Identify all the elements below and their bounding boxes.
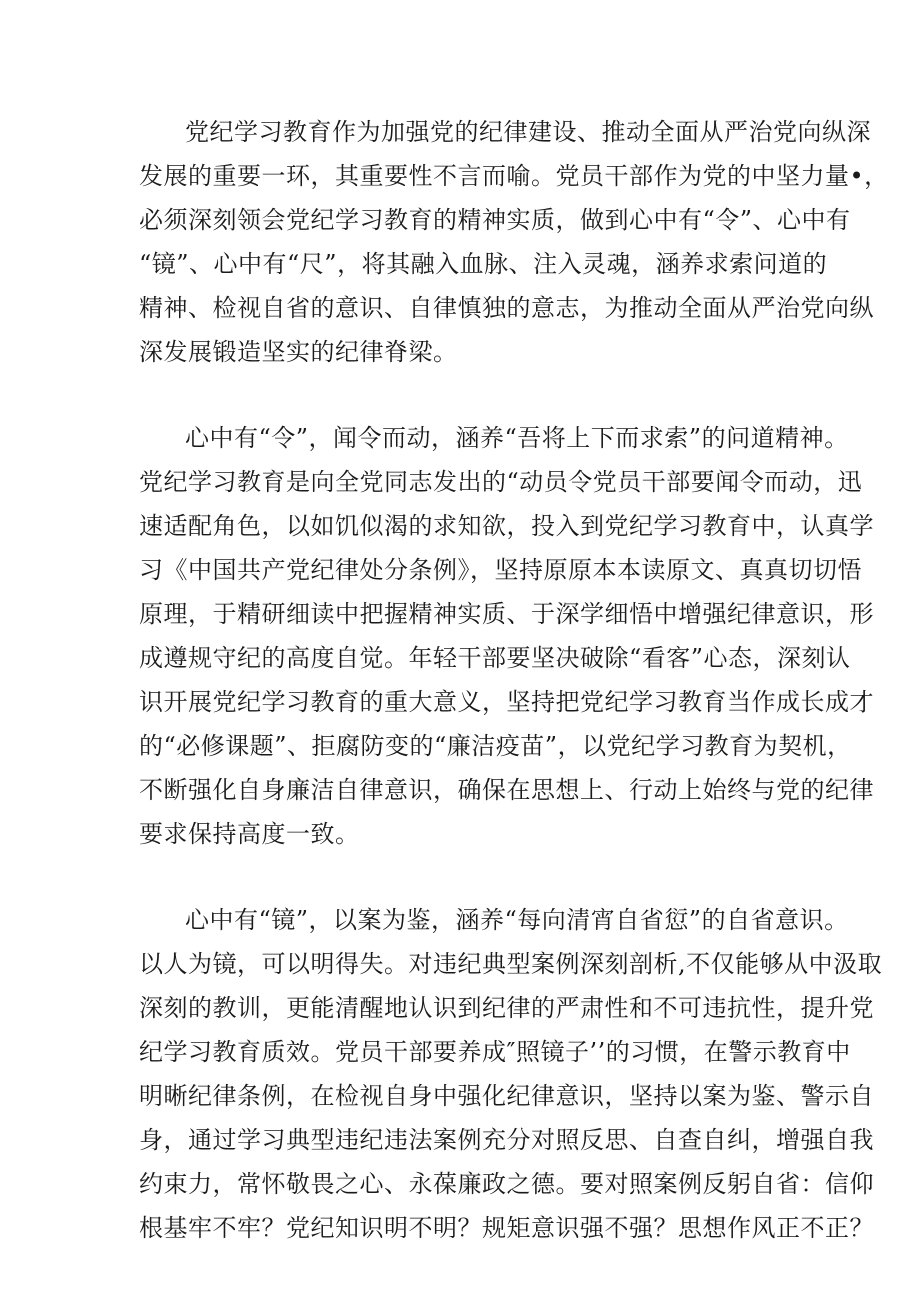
text-line: 纪学习教育质效。党员干部要养成″照镜子’’的习惯，在警示教育中 [139,1038,851,1066]
text-line: 识开展党纪学习教育的重大意义，坚持把党纪学习教育当作成长成才 [139,688,874,716]
text-line: 发展的重要一环，其重要性不言而喻。党员干部作为党的中坚力量•， [139,162,889,190]
text-line: 深发展锻造坚实的纪律脊梁。 [139,338,458,366]
text-line: 心中有“镜”，以案为鉴，涵养“每向清宵自省愆”的自省意识。 [185,906,849,934]
text-line: 原理，于精研细读中把握精神实质、于深学细悟中增强纪律意识，形 [139,600,874,628]
text-line: 习《中国共产党纪律处分条例》，坚持原原本本读原文、真真切切悟 [139,556,862,584]
text-line: 身，通过学习典型违纪违法案例充分对照反思、自查自纠，增强自我 [139,1126,874,1154]
text-line: 心中有“令”，闻令而动，涵养“吾将上下而求索”的问道精神。 [185,424,849,452]
text-line: 必须深刻领会党纪学习教育的精神实质，做到心中有“令”、心中有 [139,206,851,234]
text-line: 以人为镜，可以明得失。对违纪典型案例深刻剖析,不仅能够从中汲取 [139,950,883,978]
text-line: 不断强化自身廉洁自律意识，确保在思想上、行动上始终与党的纪律 [139,776,874,804]
text-line: 党纪学习教育是向全党同志发出的“动员令党员干部要闻令而动，迅 [139,468,863,496]
text-line: 成遵规守纪的高度自觉。年轻干部要坚决破除“看客”心态，深刻认 [139,644,851,672]
text-line: 精神、检视自省的意识、自律慎独的意志，为推动全面从严治党向纵 [139,294,874,322]
text-line: 根基牢不牢？党纪知识明不明？规矩意识强不强？思想作风正不正？ [139,1214,874,1242]
text-line: 明晰纪律条例，在检视自身中强化纪律意识，坚持以案为鉴、警示自 [139,1082,874,1110]
text-line: “镜”、心中有“尺”，将其融入血脉、注入灵魂，涵养求索问道的 [139,250,828,278]
text-line: 速适配角色，以如饥似渴的求知欲，投入到党纪学习教育中，认真学 [139,512,874,540]
text-line: 约束力，常怀敬畏之心、永葆廉政之德。要对照案例反躬自省：信仰 [139,1170,874,1198]
text-line: 深刻的教训，更能清醒地认识到纪律的严肃性和不可违抗性，提升党 [139,994,874,1022]
text-line: 的“必修课题”、拒腐防变的“廉洁疫苗”，以党纪学习教育为契机， [139,732,852,760]
text-line: 党纪学习教育作为加强党的纪律建设、推动全面从严治党向纵深 [185,118,871,146]
text-line: 要求保持高度一致。 [139,820,360,848]
